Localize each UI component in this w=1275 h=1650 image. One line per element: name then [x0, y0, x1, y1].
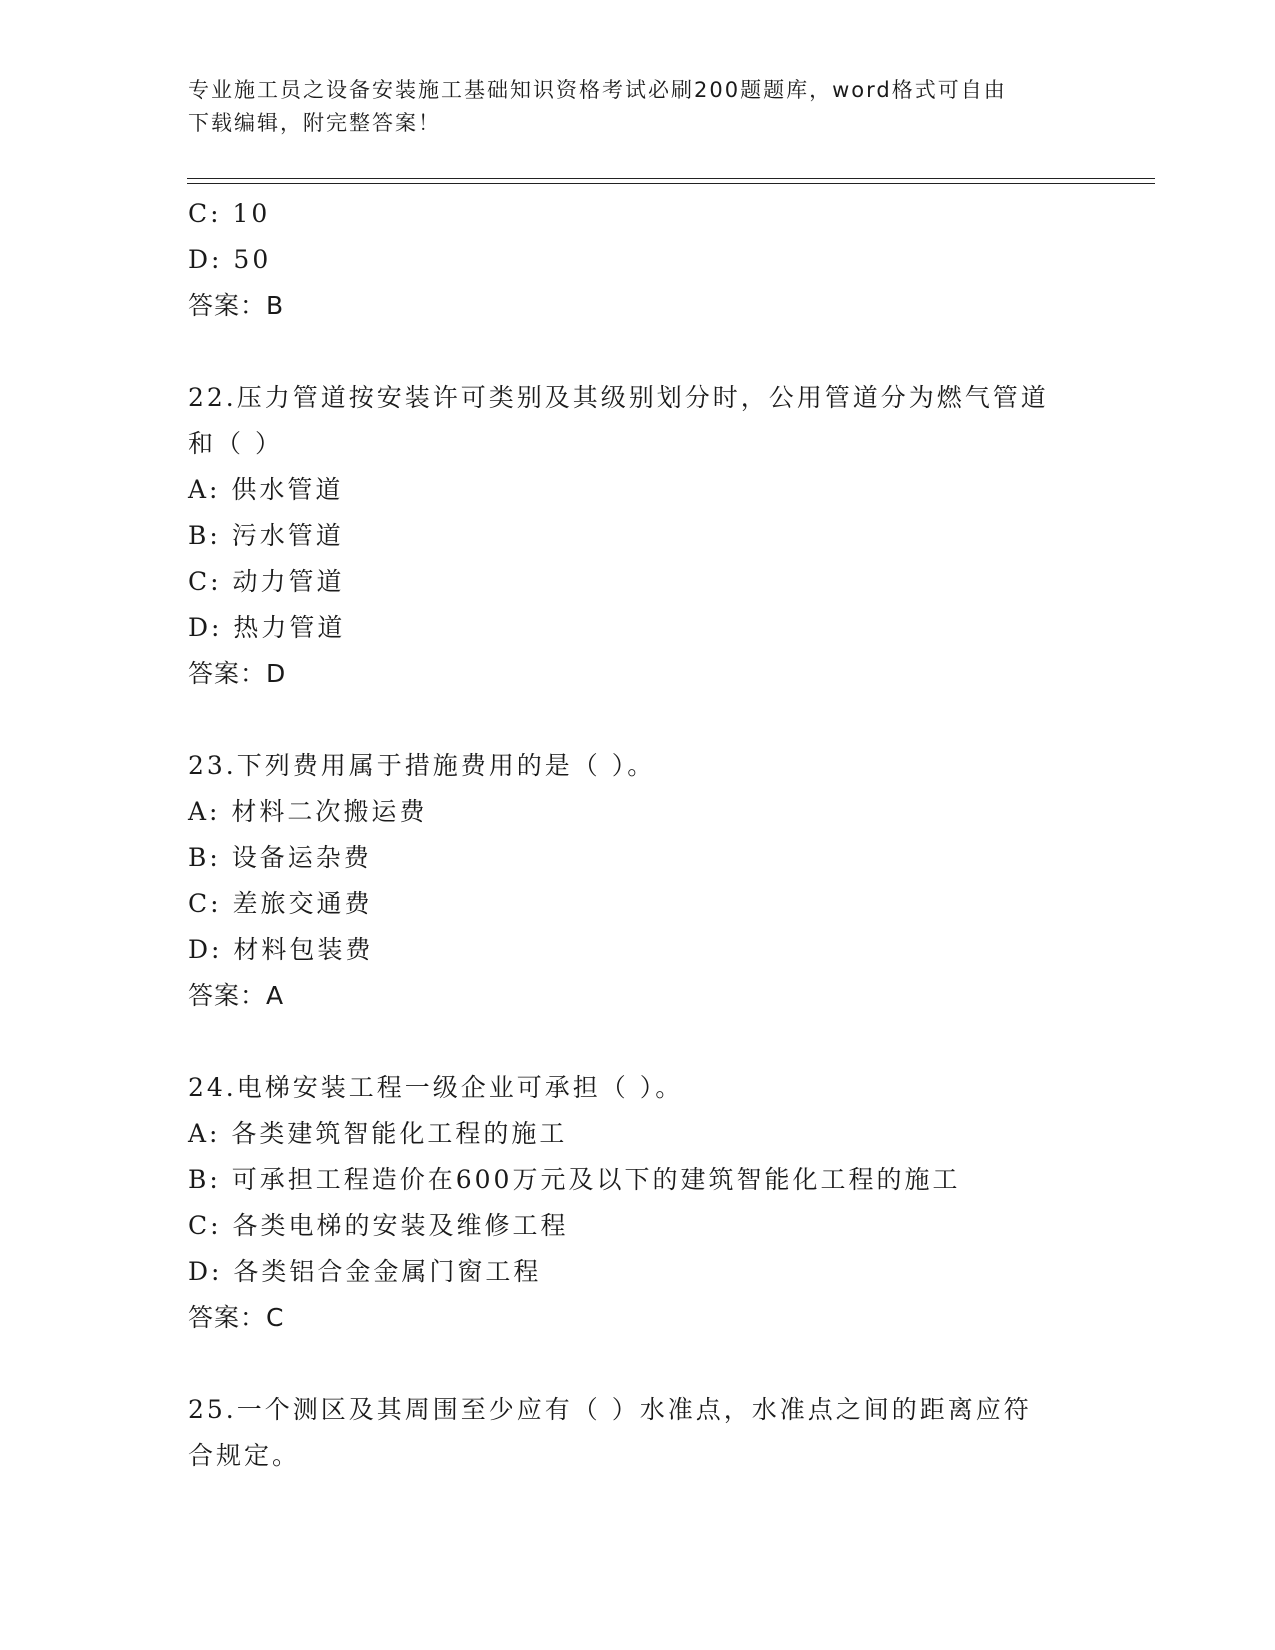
- question-21-tail: [188, 191, 1088, 329]
- question-stem-continued: 合规定。: [188, 1441, 301, 1470]
- question-content: [188, 191, 1088, 1479]
- answer: 答案：A: [188, 981, 285, 1010]
- header-divider-top: [187, 178, 1155, 179]
- answer: 答案：C: [188, 1303, 285, 1332]
- answer: 答案：B: [188, 291, 285, 320]
- option-c: C: 各类电梯的安装及维修工程: [188, 1211, 569, 1240]
- option-d: D: 热力管道: [188, 613, 346, 642]
- question-stem: 22.压力管道按安装许可类别及其级别划分时，公用管道分为燃气管道: [188, 383, 1049, 412]
- question-22: [188, 375, 1088, 697]
- header-line-1: 专业施工员之设备安装施工基础知识资格考试必刷200题题库，word格式可自由: [188, 78, 1007, 102]
- option-a: A: 供水管道: [188, 475, 344, 504]
- option-d: D: 材料包装费: [188, 935, 374, 964]
- spacer: [188, 329, 1088, 375]
- option-b: B: 可承担工程造价在600万元及以下的建筑智能化工程的施工: [188, 1165, 961, 1194]
- question-stem: 24.电梯安装工程一级企业可承担（ ）。: [188, 1073, 684, 1102]
- spacer: [188, 1019, 1088, 1065]
- option-a: A: 各类建筑智能化工程的施工: [188, 1119, 568, 1148]
- option-d: D: 50: [188, 245, 272, 274]
- question-stem: 23.下列费用属于措施费用的是（ ）。: [188, 751, 656, 780]
- question-25: [188, 1387, 1088, 1479]
- question-24: [188, 1065, 1088, 1341]
- option-c: C: 差旅交通费: [188, 889, 373, 918]
- document-header: [188, 74, 1088, 140]
- option-c: C: 动力管道: [188, 567, 345, 596]
- question-stem-continued: 和（ ）: [188, 429, 283, 458]
- option-d: D: 各类铝合金金属门窗工程: [188, 1257, 542, 1286]
- option-b: B: 设备运杂费: [188, 843, 372, 872]
- question-stem: 25.一个测区及其周围至少应有（ ）水准点，水准点之间的距离应符: [188, 1395, 1032, 1424]
- answer: 答案：D: [188, 659, 287, 688]
- spacer: [188, 697, 1088, 743]
- option-a: A: 材料二次搬运费: [188, 797, 428, 826]
- option-c: C: 10: [188, 199, 271, 228]
- header-divider-bottom: [187, 183, 1155, 184]
- option-b: B: 污水管道: [188, 521, 344, 550]
- header-line-2: 下载编辑，附完整答案！: [188, 111, 441, 135]
- question-23: [188, 743, 1088, 1019]
- spacer: [188, 1341, 1088, 1387]
